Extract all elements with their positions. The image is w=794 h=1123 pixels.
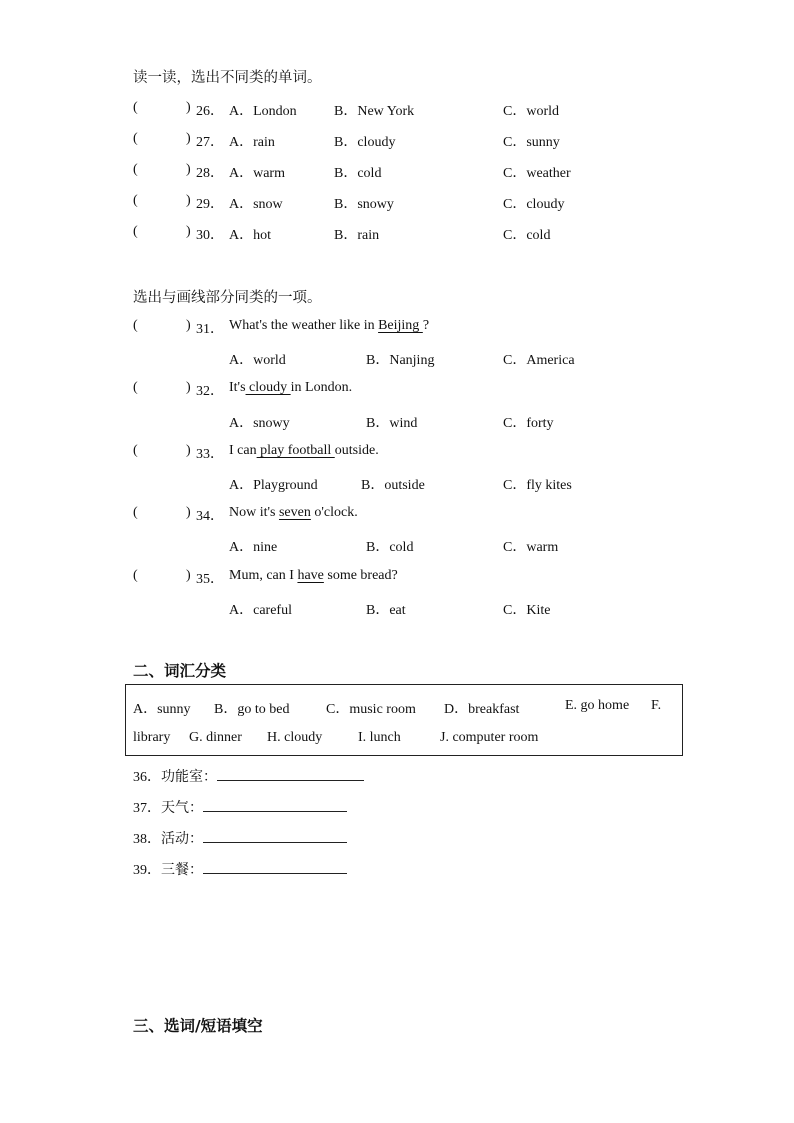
answer-paren-open: (: [133, 100, 138, 115]
section1-heading: 读一读，选出不同类的单词。: [133, 70, 322, 86]
answer-paren-close: ): [186, 443, 191, 458]
stem-text: o'clock.: [310, 505, 358, 520]
classification-row: [133, 859, 347, 879]
item-label: 三餐：: [161, 862, 203, 878]
answer-paren-close: ): [186, 505, 191, 520]
stem-text: ?: [422, 318, 430, 333]
option-a: A．nine: [229, 540, 278, 555]
stem-text: in London.: [290, 380, 353, 395]
answer-paren-close: ): [186, 224, 191, 239]
option-a: A．warm: [229, 166, 285, 181]
option-b: B．rain: [334, 228, 380, 243]
option-b: B．cold: [334, 166, 382, 181]
option-b: B．wind: [366, 416, 418, 431]
underlined-word: play football: [256, 443, 335, 458]
question-number: 27．: [196, 135, 224, 150]
option-b: B．New York: [334, 104, 415, 119]
stem-text: Now it's: [229, 505, 279, 520]
question-number: 30．: [196, 228, 224, 243]
option-b: B．eat: [366, 603, 406, 618]
section2-heading: 选出与画线部分同类的一项。: [133, 290, 322, 306]
question-stem: [229, 568, 398, 584]
option-b: B．Nanjing: [366, 353, 435, 368]
option-a: A．hot: [229, 228, 271, 243]
answer-paren-close: ): [186, 380, 191, 395]
word-bank-item: C．music room: [326, 702, 416, 717]
word-bank-item: A．sunny: [133, 702, 191, 717]
classification-row: [133, 828, 347, 848]
answer-paren-open: (: [133, 193, 138, 208]
stem-text: It's: [229, 380, 246, 395]
question-number: 28．: [196, 166, 224, 181]
question-number: 34．: [196, 509, 224, 524]
word-bank-item: library: [133, 730, 171, 745]
answer-paren-open: (: [133, 131, 138, 146]
word-bank-item: D．breakfast: [444, 702, 520, 717]
option-c: C．cloudy: [503, 197, 565, 212]
answer-paren-close: ): [186, 318, 191, 333]
question-stem: [229, 505, 358, 521]
classification-row: [133, 766, 364, 786]
item-label: 功能室：: [161, 769, 217, 785]
question-number: 31．: [196, 322, 224, 337]
answer-paren-close: ): [186, 162, 191, 177]
option-c: C．warm: [503, 540, 559, 555]
question-number: 33．: [196, 447, 224, 462]
classification-row: [133, 797, 347, 817]
answer-blank[interactable]: [203, 828, 347, 843]
answer-blank[interactable]: [203, 797, 347, 812]
question-number: 29．: [196, 197, 224, 212]
word-bank-item: H. cloudy: [267, 730, 323, 745]
answer-paren-close: ): [186, 568, 191, 583]
question-stem: [229, 380, 352, 396]
option-c: C．America: [503, 353, 575, 368]
option-a: A．snowy: [229, 416, 290, 431]
underlined-word: seven: [278, 505, 311, 520]
item-number: 36．: [133, 770, 161, 785]
question-stem: [229, 443, 379, 459]
question-number: 35．: [196, 572, 224, 587]
answer-paren-open: (: [133, 162, 138, 177]
stem-text: What's the weather like in: [229, 318, 379, 333]
item-label: 活动：: [161, 831, 203, 847]
word-bank-item: J. computer room: [440, 730, 539, 745]
option-a: A．careful: [229, 603, 292, 618]
answer-paren-open: (: [133, 505, 138, 520]
option-b: B．snowy: [334, 197, 394, 212]
option-a: A．rain: [229, 135, 275, 150]
option-c: C．sunny: [503, 135, 560, 150]
answer-blank[interactable]: [217, 766, 364, 781]
answer-paren-close: ): [186, 193, 191, 208]
item-label: 天气：: [161, 800, 203, 816]
stem-text: Mum, can I: [229, 568, 298, 583]
option-c: C．Kite: [503, 603, 551, 618]
underlined-word: have: [297, 568, 324, 583]
option-c: C．weather: [503, 166, 571, 181]
option-b: B．cloudy: [334, 135, 396, 150]
option-a: A．world: [229, 353, 286, 368]
option-a: A．London: [229, 104, 297, 119]
answer-paren-close: ): [186, 131, 191, 146]
part3-heading: 三、选词/短语填空: [133, 1017, 263, 1035]
word-bank-item: I. lunch: [358, 730, 401, 745]
underlined-word: cloudy: [245, 380, 291, 395]
answer-paren-open: (: [133, 318, 138, 333]
option-a: A．snow: [229, 197, 283, 212]
word-bank-item: F.: [651, 698, 662, 713]
option-c: C．fly kites: [503, 478, 572, 493]
question-stem: [229, 318, 429, 334]
word-bank-item: G. dinner: [189, 730, 242, 745]
answer-paren-open: (: [133, 224, 138, 239]
item-number: 39．: [133, 863, 161, 878]
item-number: 37．: [133, 801, 161, 816]
stem-text: outside.: [334, 443, 379, 458]
word-bank-item: B．go to bed: [214, 702, 290, 717]
option-c: C．cold: [503, 228, 551, 243]
underlined-word: Beijing: [378, 318, 423, 333]
stem-text: I can: [229, 443, 257, 458]
answer-paren-open: (: [133, 380, 138, 395]
answer-paren-open: (: [133, 568, 138, 583]
part2-heading: 二、词汇分类: [133, 662, 227, 680]
option-c: C．forty: [503, 416, 554, 431]
answer-paren-open: (: [133, 443, 138, 458]
answer-paren-close: ): [186, 100, 191, 115]
option-a: A．Playground: [229, 478, 318, 493]
question-number: 26．: [196, 104, 224, 119]
stem-text: some bread?: [323, 568, 398, 583]
option-b: B．outside: [361, 478, 425, 493]
question-number: 32．: [196, 384, 224, 399]
option-c: C．world: [503, 104, 559, 119]
item-number: 38．: [133, 832, 161, 847]
answer-blank[interactable]: [203, 859, 347, 874]
word-bank-item: E. go home: [565, 698, 630, 713]
option-b: B．cold: [366, 540, 414, 555]
